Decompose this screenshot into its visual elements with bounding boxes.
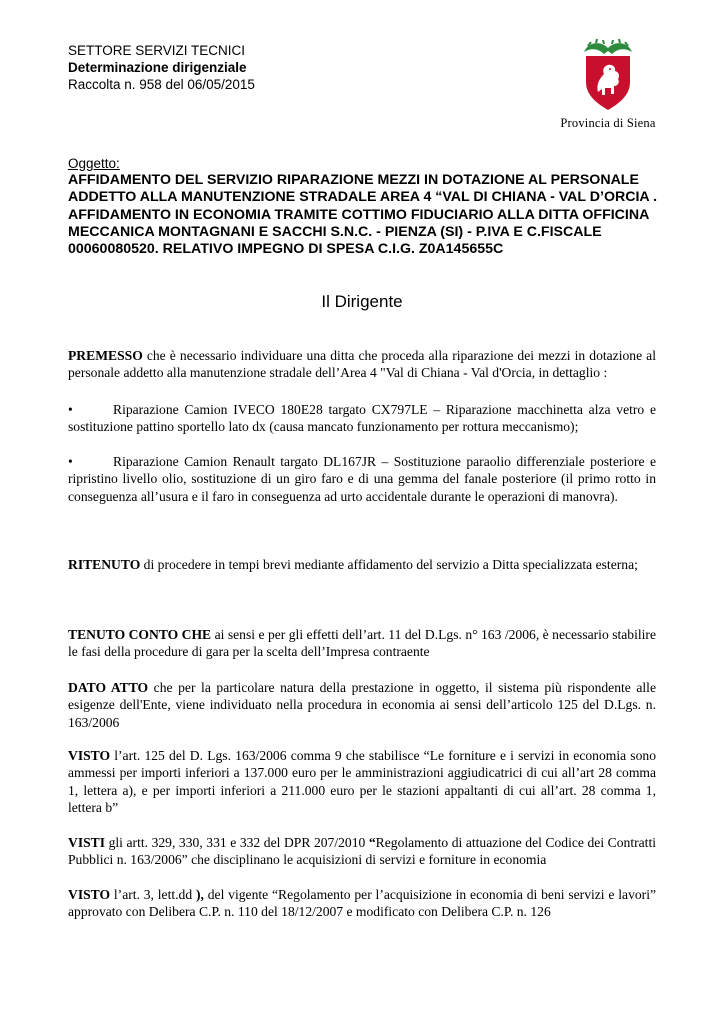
visto-2-bold-mid: ), <box>195 887 204 902</box>
visto-text: l’art. 125 del D. Lgs. 163/2006 comma 9 che stabilisce “Le forniture e i servizi in economia sono ammessi per importi inferiori a 137.000 euro per le amministrazioni aggiudicatrici di cui all’art 28 comma 1, lettera a), e per importi inferiori a 211.000 euro per le stazioni appaltanti di cui all’art. 28 comma 1, lettera b” <box>68 748 656 815</box>
visti-text-2: Regolamento di attuazione del Codice dei Contratti Pubblici n. 163/2006” che disciplinano le acquisizioni di servizi e forniture in economia <box>68 835 656 868</box>
premesso-text: che è necessario individuare una ditta che proceda alla riparazione dei mezzi in dotazione al personale addetto alla manutenzione stradale dell’Area 4 "Val di Chiana - Val d'Orcia, in dettaglio : <box>68 348 656 381</box>
visto-lead: VISTO <box>68 748 111 763</box>
tenuto-conto-paragraph <box>68 626 656 661</box>
visto-2-lead: VISTO <box>68 887 111 902</box>
bullet-icon: • <box>68 454 73 469</box>
tenuto-lead: TENUTO CONTO CHE <box>68 627 212 642</box>
list-item-text: Riparazione Camion Renault targato DL167JR – Sostituzione paraolio differenziale posteriore e ripristino livello olio, sostituzione di un giro faro e di una gemma del fanale posteriore (il primo rotto in conseguenza all’usura e il faro in conseguenza ad urto accidentale durante le operazioni di manovra). <box>68 454 656 504</box>
section-title: Il Dirigente <box>321 292 403 311</box>
coat-of-arms-icon <box>578 38 638 112</box>
collection-number: Raccolta n. 958 del 06/05/2015 <box>68 77 255 92</box>
visti-text: gli artt. 329, 330, 331 e 332 del DPR 207/2010 <box>105 835 369 850</box>
visti-paragraph <box>68 834 656 869</box>
province-logo <box>548 38 668 131</box>
visto-2-text: l’art. 3, lett.dd <box>110 887 196 902</box>
subject-text: AFFIDAMENTO DEL SERVIZIO RIPARAZIONE MEZZI IN DOTAZIONE AL PERSONALE ADDETTO ALLA MANUTENZIONE STRADALE AREA 4 “VAL DI CHIANA - VAL D’ORCIA . AFFIDAMENTO IN ECONOMIA TRAMITE COTTIMO FIDUCIARIO ALLA DITTA OFFICINA MECCANICA MONTAGNANI E SACCHI S.N.C. - PIENZA (SI) - P.IVA E C.FISCALE 00060080520. RELATIVO IMPEGNO DI SPESA C.I.G. Z0A145655C <box>68 172 658 258</box>
ritenuto-text: di procedere in tempi brevi mediante affidamento del servizio a Ditta specializzata esterna; <box>140 557 638 572</box>
ritenuto-paragraph <box>68 556 656 573</box>
list-item <box>68 401 656 436</box>
visti-quote-open: “ <box>368 835 376 850</box>
visto-2-text-2: del vigente “Regolamento per l’acquisizione in economia di beni servizi e lavori” approvato con Delibera C.P. n. 110 del 18/12/2007 e modificato con Delibera C.P. n. 126 <box>68 887 657 920</box>
list-item-text: Riparazione Camion IVECO 180E28 targato CX797LE – Riparazione macchinetta alza vetro e sostituzione pattino sportello lato dx (causa mancato funzionamento per rottura meccanismo); <box>68 402 656 435</box>
tenuto-text: ai sensi e per gli effetti dell’art. 11 del D.Lgs. n° 163 /2006, è necessario stabilire le fasi della procedure di gara per la scelta dell’Impresa contraente <box>68 627 656 660</box>
subject-label: Oggetto: <box>68 156 120 171</box>
document-type: Determinazione dirigenziale <box>68 60 247 75</box>
document-header <box>68 42 255 93</box>
dato-atto-lead: DATO ATTO <box>68 680 149 695</box>
department-name: SETTORE SERVIZI TECNICI <box>68 43 246 58</box>
visto-paragraph <box>68 747 656 816</box>
premesso-paragraph <box>68 347 656 382</box>
premesso-lead: PREMESSO <box>68 348 143 363</box>
dato-atto-paragraph <box>68 679 656 731</box>
dato-atto-text: che per la particolare natura della prestazione in oggetto, il sistema più rispondente alle esigenze dell'Ente, viene individuato nella procedura in economia ai sensi dell’articolo 125 del D.Lgs. n. 163/2006 <box>68 680 656 730</box>
bullet-icon: • <box>68 402 73 417</box>
visto-regolamento-paragraph <box>68 886 656 921</box>
logo-caption: Provincia di Siena <box>560 116 656 130</box>
ritenuto-lead: RITENUTO <box>68 557 141 572</box>
list-item <box>68 453 656 505</box>
visti-lead: VISTI <box>68 835 106 850</box>
